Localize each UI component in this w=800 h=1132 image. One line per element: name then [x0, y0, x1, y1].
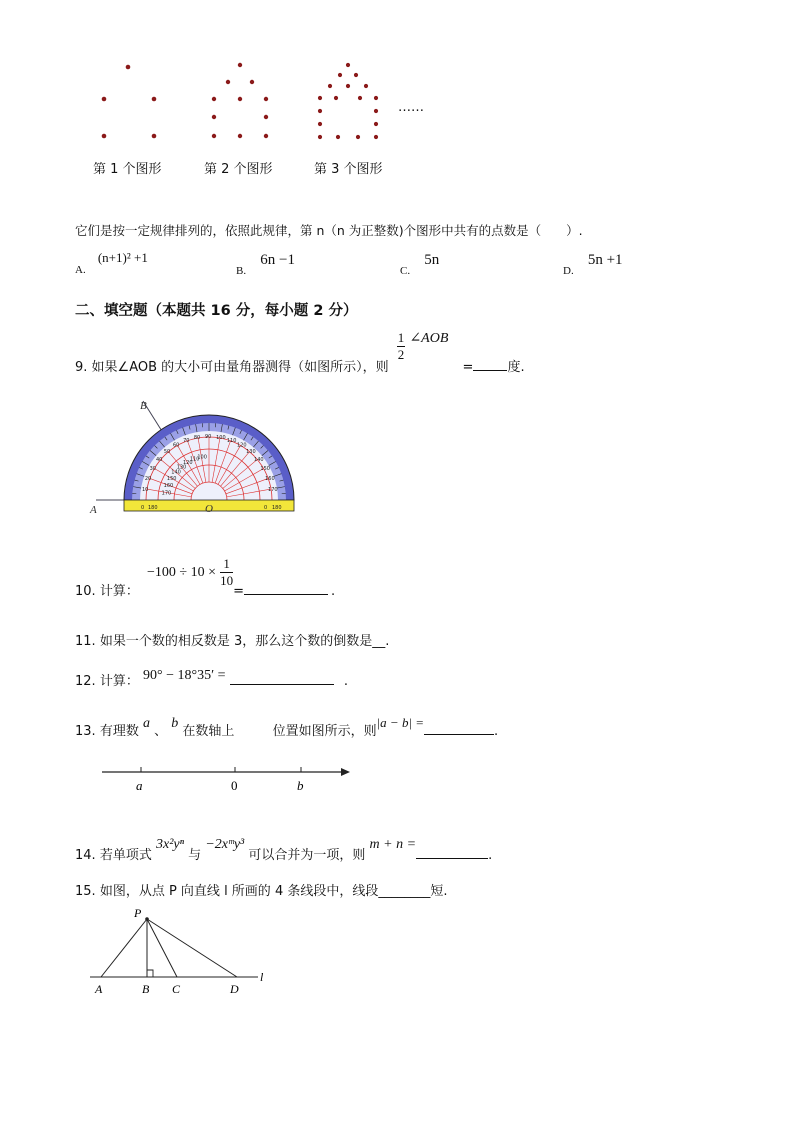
- point-label-a: A: [95, 982, 103, 996]
- q10-answer-blank[interactable]: [244, 582, 328, 595]
- q8-option-a[interactable]: [75, 250, 148, 276]
- q12-end: .: [343, 674, 348, 689]
- dots-ellipsis: ……: [398, 100, 424, 115]
- svg-text:0: 0: [141, 505, 145, 511]
- figure-label-1: 第 1 个图形: [93, 162, 162, 177]
- q11-number: 11.: [75, 634, 96, 649]
- protractor-outer-number: 150: [260, 466, 270, 472]
- q12-number: 12.: [75, 674, 96, 689]
- option-letter: C.: [400, 265, 411, 277]
- svg-text:0: 0: [264, 505, 268, 511]
- point-label-d: D: [230, 982, 239, 996]
- q13-text-a: 有理数: [99, 724, 139, 739]
- option-letter: D.: [563, 265, 574, 277]
- q13-text-c: 位置如图所示，则: [272, 724, 377, 739]
- q14-term2: −2xᵐy³: [205, 837, 245, 852]
- q8-stem: 它们是按一定规律排列的，依照此规律，第 n（n 为正整数)个图形中共有的点数是（ ）.: [75, 223, 583, 238]
- axis-label-b: b: [297, 778, 304, 793]
- figure-label-2: 第 2 个图形: [204, 162, 273, 177]
- q12-label: 计算：: [99, 674, 139, 689]
- q13-expr: |a − b| =: [376, 715, 425, 730]
- q14-line: [75, 833, 493, 863]
- protractor-label-a: A: [90, 504, 97, 516]
- protractor-outer-number: 140: [254, 456, 264, 463]
- protractor-outer-number: 110: [226, 437, 237, 444]
- axis-label-zero: 0: [231, 778, 238, 793]
- option-letter: B.: [236, 265, 247, 277]
- protractor-outer-number: 80: [193, 434, 201, 441]
- protractor-outer-number: 30: [149, 466, 156, 472]
- svg-text:180: 180: [148, 505, 158, 511]
- q14-text-a: 若单项式: [99, 848, 152, 863]
- q9-frac-den: 2: [397, 347, 405, 362]
- q14-text-c: 可以合并为一项，则: [248, 848, 366, 863]
- q10-label: 计算：: [99, 584, 139, 599]
- q9-equals: =: [462, 360, 474, 375]
- q13-end: .: [494, 724, 499, 739]
- q15-number: 15.: [75, 884, 96, 899]
- q14-term1: 3x²yⁿ: [155, 837, 185, 852]
- protractor-outer-number: 10: [141, 486, 149, 493]
- protractor-inner-number: 110: [189, 456, 200, 463]
- q8-option-d[interactable]: [563, 252, 623, 277]
- q13-number: 13.: [75, 724, 96, 739]
- q14-answer-blank[interactable]: [416, 846, 488, 859]
- protractor-outer-number: 70: [183, 437, 190, 444]
- section-title: 二、填空题（本题共 16 分，每小题 2 分）: [75, 303, 358, 319]
- q9-angle: ∠AOB: [409, 331, 449, 346]
- q14-text-b: 与: [188, 848, 202, 863]
- point-label-b: B: [142, 982, 150, 996]
- q10-fraction: [220, 556, 233, 589]
- point-label-p: P: [134, 906, 142, 920]
- protractor-label-b: B: [140, 400, 147, 412]
- protractor-inner-number: 120: [183, 459, 193, 466]
- q8-option-b[interactable]: [236, 252, 295, 277]
- q13-answer-blank[interactable]: [424, 722, 494, 735]
- protractor-outer-number: 100: [216, 434, 226, 441]
- q11-text: 如果一个数的相反数是 3，那么这个数的倒数是__.: [99, 634, 390, 649]
- point-label-c: C: [172, 982, 181, 996]
- protractor-inner-number: 170: [161, 490, 172, 497]
- protractor-outer-number: 50: [163, 448, 171, 455]
- q10-frac-den: 10: [220, 573, 234, 588]
- q14-number: 14.: [75, 848, 96, 863]
- q12-answer-blank[interactable]: [230, 672, 334, 685]
- protractor-outer-number: 130: [246, 448, 256, 455]
- q8-option-c[interactable]: [400, 252, 440, 277]
- q10-line: [75, 556, 336, 599]
- axis-label-a: a: [136, 778, 143, 793]
- q13-line: [75, 712, 499, 739]
- protractor-label-o: O: [205, 503, 213, 515]
- q13-sep: 、: [154, 724, 168, 739]
- q9-frac-num: 1: [397, 330, 405, 345]
- point-line-figure: [88, 905, 278, 997]
- q10-frac-num: 1: [220, 556, 233, 573]
- option-expr: 5n: [424, 252, 440, 268]
- line-label-l: l: [260, 970, 264, 984]
- q9-number: 9.: [75, 360, 88, 375]
- figure-label-3: 第 3 个图形: [314, 162, 383, 177]
- q9-text: 如果∠AOB 的大小可由量角器测得（如图所示），则: [91, 360, 389, 375]
- q13-var-b: b: [171, 716, 179, 731]
- dot-figure-1: [102, 65, 157, 139]
- protractor-inner-number: 140: [171, 469, 181, 476]
- q9-unit: 度.: [507, 360, 525, 375]
- q12-expr: 90° − 18°35′ =: [142, 668, 226, 683]
- protractor-outer-number: 20: [144, 476, 152, 483]
- protractor-figure: [88, 396, 303, 521]
- q15-line: [75, 880, 447, 899]
- q10-end: .: [331, 584, 336, 599]
- protractor-outer-number: 90: [205, 434, 212, 440]
- q15-text: 如图，从点 P 向直线 l 所画的 4 条线段中，线段________短.: [99, 884, 448, 899]
- option-expr: (n+1)² +1: [97, 250, 148, 265]
- protractor-outer-number: 40: [155, 456, 163, 463]
- option-letter: A.: [75, 264, 86, 276]
- dot-figure-3: [318, 63, 378, 139]
- q9-line: [75, 330, 525, 375]
- q14-end: .: [488, 848, 493, 863]
- q13-var-a: a: [142, 716, 150, 731]
- option-expr: 6n −1: [260, 252, 295, 268]
- protractor-outer-number: 160: [265, 476, 275, 483]
- option-expr: 5n +1: [587, 252, 623, 268]
- protractor-inner-number: 150: [166, 476, 177, 482]
- protractor-outer-number: 170: [268, 486, 278, 493]
- q9-answer-blank[interactable]: [473, 358, 507, 371]
- protractor-inner-number: 160: [163, 482, 174, 489]
- q9-fraction: [397, 330, 406, 363]
- protractor-outer-number: 60: [173, 442, 180, 449]
- number-line-figure: [98, 762, 358, 794]
- protractor-inner-number: 130: [176, 464, 187, 471]
- q11-line: [75, 630, 389, 649]
- protractor-outer-number: 120: [237, 442, 247, 449]
- dot-figure-2: [212, 63, 268, 138]
- q12-line: [75, 664, 348, 689]
- q10-eq: =: [233, 584, 245, 599]
- q13-text-b: 在数轴上: [182, 724, 235, 739]
- protractor-inner-number: 100: [197, 454, 207, 461]
- q10-number: 10.: [75, 584, 96, 599]
- q10-expr: −100 ÷ 10 ×: [146, 565, 216, 580]
- svg-text:180: 180: [272, 505, 282, 511]
- q14-expr: m + n =: [369, 837, 417, 852]
